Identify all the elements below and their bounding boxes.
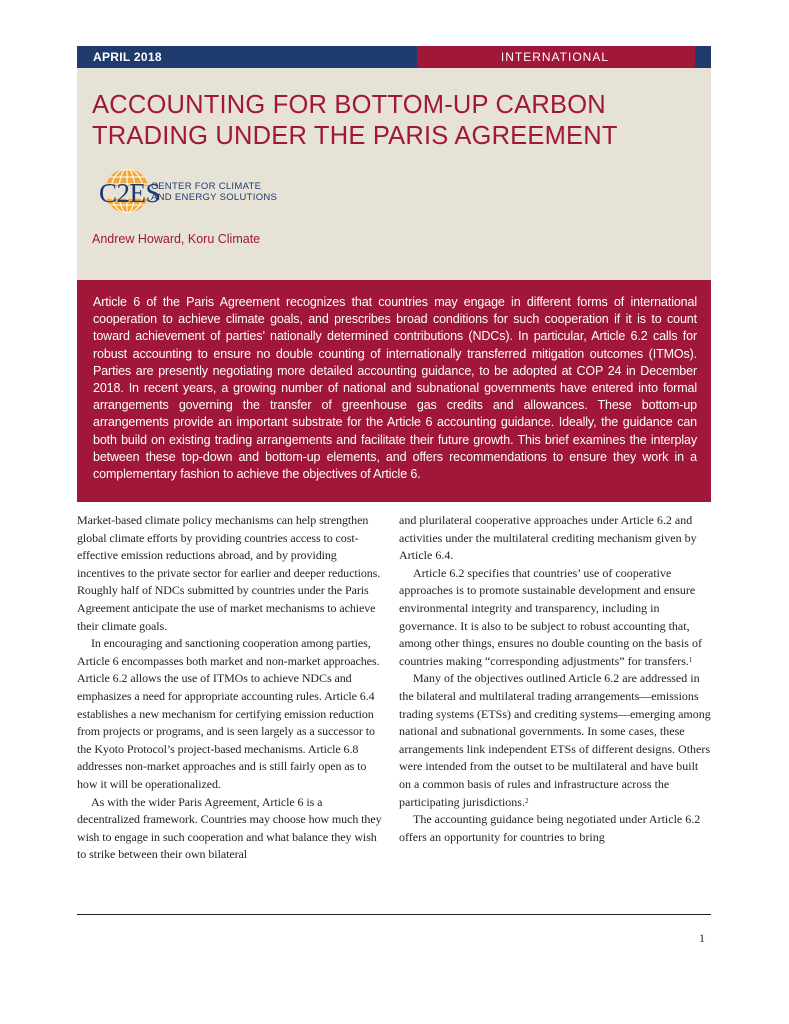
paragraph: The accounting guidance being negotiated under Article 6.2 offers an opportunity for countries to bring <box>399 812 701 844</box>
body-column-right <box>399 512 711 864</box>
paragraph: and plurilateral cooperative approaches under Article 6.2 and activities under the multilateral crediting mechanism given by Article 6.4. <box>399 513 697 563</box>
paragraph-text: Article 6.2 specifies that countries’ use of cooperative approaches is to promote sustainable development and ensure environmental integrity and transparency, including in governance. It is also to be subject to robust accounting that, among other things, ensures no double counting on the basis of countries making “corresponding adjustments” for transfers. <box>399 565 702 668</box>
logo-wordmark: C2ES <box>99 178 161 208</box>
paragraph: Market-based climate policy mechanisms can help strengthen global climate efforts by providing countries access to cost-effective emission reductions abroad, and by providing incentives to the private sector for earlier and deeper reductions. Roughly half of NDCs submitted by countries under the Paris Agreement anticipate the use of market mechanisms to achieve their climate goals. <box>77 513 381 633</box>
logo-tagline <box>151 182 277 203</box>
paragraph-text: Many of the objectives outlined Article 6.2 are addressed in the bilateral and multilateral trading arrangements—emissions trading systems (ETSs) and crediting systems—emerging among national and subnational governments. In some cases, these arrangements link independent ETSs of different designs. Others were intended from the outset to be multilateral and have built on a common basis of rules and infrastructure across the participating jurisdictions. <box>399 671 711 809</box>
title-line-1: ACCOUNTING FOR BOTTOM-UP CARBON <box>92 91 606 119</box>
title-line-2: TRADING UNDER THE PARIS AGREEMENT <box>92 122 618 150</box>
title-block <box>77 68 711 280</box>
paragraph <box>399 565 711 671</box>
paragraph: As with the wider Paris Agreement, Article 6 is a decentralized framework. Countries may choose how much they wish to engage in such cooperation and what balance they wish to strike between their own bilateral <box>77 794 382 862</box>
issue-date: APRIL 2018 <box>77 46 417 68</box>
logo-tagline-line-1: CENTER FOR CLIMATE <box>151 181 262 192</box>
footer-divider <box>77 914 711 915</box>
page-number: 1 <box>699 931 705 945</box>
body-columns <box>77 512 711 864</box>
c2es-logo <box>95 164 355 218</box>
footnote-ref[interactable]: 1 <box>688 655 693 664</box>
abstract-text: Article 6 of the Paris Agreement recognizes that countries may engage in different forms of international cooperation to achieve climate goals, and prescribes broad conditions for such cooperation if it is to count toward achievement of parties’ nationally determined contributions (NDCs). In particular, Article 6.2 calls for robust accounting to ensure no double counting of internationally transferred mitigation outcomes (ITMOs). Parties are presently negotiating more detailed accounting guidance, to be adopted at COP 24 in December 2018. In recent years, a growing number of national and subnational governments have entered into formal arrangements governing the transfer of greenhouse gas credits and allowances. These bottom-up arrangements provide an important substrate for the Article 6 accounting guidance. Ideally, the guidance can both build on existing trading arrangements and facilitate their future growth. This brief examines the interplay between these top-down and bottom-up elements, and offers recommendations to ensure they work in a complementary fashion to achieve the objectives of Article 6. <box>93 295 697 482</box>
author-byline: Andrew Howard, Koru Climate <box>92 232 261 246</box>
abstract-box <box>77 280 711 502</box>
paragraph <box>399 670 711 811</box>
footnote-ref[interactable]: 2 <box>524 796 529 805</box>
section-label: INTERNATIONAL <box>417 46 695 68</box>
header-bar-cap <box>695 46 711 68</box>
paragraph: In encouraging and sanctioning cooperation among parties, Article 6 encompasses both market and non-market approaches. Article 6.2 allows the use of ITMOs to achieve NDCs and emphasizes a need for appropriate accounting rules. Article 6.4 establishes a new mechanism for certifying emission reduction from projects or programs, and is seen largely as a successor to the Kyoto Protocol’s project-based mechanisms. Article 6.8 addresses non-market approaches and is still fairly open as to how it will be operationalized. <box>77 636 380 791</box>
page-title <box>92 90 692 152</box>
logo-tagline-line-2: AND ENERGY SOLUTIONS <box>151 191 278 203</box>
header-bar <box>77 46 711 68</box>
body-column-left <box>77 512 385 864</box>
